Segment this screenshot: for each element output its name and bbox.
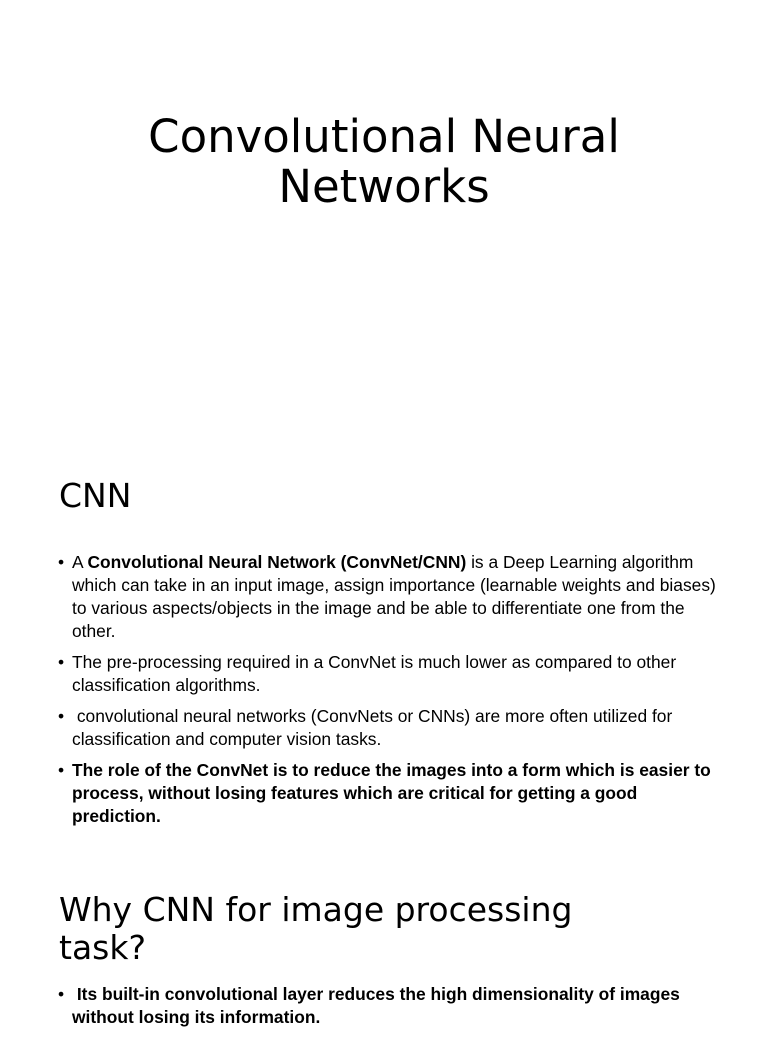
slide-title [0, 112, 768, 212]
bullet-bold-text: Its built-in convolutional layer reduces the high dimensionality of images without losing its information. [72, 984, 685, 1027]
why-cnn-bullet-list [58, 983, 718, 1037]
bullet-text: is a Deep Learning algorithm which can take in an input image, assign importance (learnable weights and biases) to various aspects/objects in the image and be able to differentiate one from the other. [72, 552, 716, 641]
bullet-icon: • [58, 552, 65, 572]
list-item [58, 705, 718, 751]
list-item [58, 759, 718, 828]
why-heading-line-1: Why CNN for image processing [59, 890, 573, 929]
slide-title-line-2: Networks [278, 160, 490, 213]
bullet-icon: • [58, 706, 65, 726]
why-heading-line-2: task? [59, 928, 146, 967]
list-item [58, 551, 718, 643]
bullet-icon: • [58, 652, 65, 672]
slide-title-line-1: Convolutional Neural [148, 110, 620, 163]
list-item [58, 651, 718, 697]
bullet-bold-text: The role of the ConvNet is to reduce the images into a form which is easier to process, without losing features which are critical for getting a good prediction. [72, 760, 711, 826]
bullet-bold-term: Convolutional Neural Network (ConvNet/CNN) [87, 552, 467, 572]
bullet-prefix: A [72, 552, 88, 572]
bullet-icon: • [58, 984, 65, 1004]
bullet-text: The pre-processing required in a ConvNet is much lower as compared to other classification algorithms. [72, 652, 677, 695]
bullet-icon: • [58, 760, 65, 780]
why-cnn-section-heading [59, 891, 719, 967]
list-item [58, 983, 718, 1029]
cnn-section-heading: CNN [59, 476, 132, 515]
bullet-text: convolutional neural networks (ConvNets or CNNs) are more often utilized for classification and computer vision tasks. [72, 706, 678, 749]
cnn-bullet-list [58, 551, 718, 836]
